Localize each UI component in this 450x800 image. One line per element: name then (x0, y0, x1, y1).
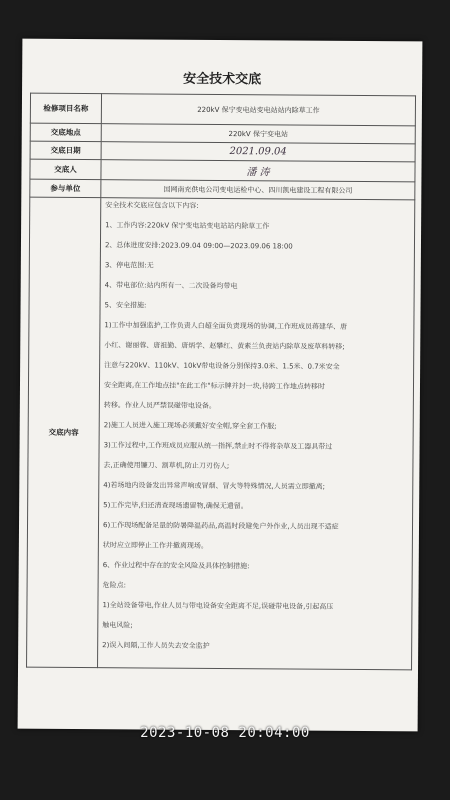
photo-timestamp: 2023-10-08 20:04:00 (140, 725, 310, 741)
content-line: 6)工作现场配备足量的防暑降温药品,高温时段避免户外作业,人员出现不适症 (102, 521, 339, 531)
content-line: 2)误入间隔,工作人员失去安全监护 (102, 641, 210, 650)
content-line: 6、作业过程中存在的安全风险及具体控制措施: (102, 561, 250, 571)
content-line: 转移。作业人员严禁误碰带电设备。 (103, 401, 216, 410)
label-content: 交底内容 (27, 197, 101, 667)
label-date: 交底日期 (30, 141, 101, 159)
document-title: 安全技术交底 (183, 71, 262, 88)
row-project (30, 93, 415, 126)
briefing-form (26, 93, 416, 671)
content-line: 3、停电范围:无 (104, 261, 154, 270)
value-project: 220kV 保宁变电站变电站站内除草工作 (101, 94, 415, 126)
value-location: 220kV 保宁变电站 (101, 124, 415, 144)
label-units: 参与单位 (30, 179, 101, 197)
content-line: 5、安全措施: (104, 301, 147, 310)
value-date: 2021.09.04 (101, 142, 415, 162)
content-line: 小红、谢丽蓉、唐祖勤、唐炳学、赵攀红、黄素兰负责站内除草及废草料转移; (104, 341, 345, 351)
content-line: 安全距离,在工作地点挂"在此工作"标示牌并封一块,待跨工作地点转移时 (103, 381, 325, 391)
content-line: 安全技术交底应包含以下内容: (105, 201, 199, 210)
content-line: 4)若场地内设备发出异常声响或冒烟、冒火等特殊情况,人员需立即撤离; (103, 481, 326, 491)
content-line: 注意与220kV、110kV、10kV带电设备分别保持3.0米、1.5米、0.7米安全 (104, 361, 340, 371)
label-presenter: 交底人 (30, 159, 101, 179)
label-location: 交底地点 (30, 123, 101, 141)
content-line: 2、总体进度安排:2023.09.04 09:00—2023.09.06 18:00 (104, 241, 293, 251)
content-line: 5)工作完毕,归还清查现场遗留物,确保无遗留。 (103, 501, 248, 511)
value-units: 国网南充供电公司变电运检中心、四川凯电建设工程有限公司 (101, 180, 415, 200)
row-content (27, 197, 415, 670)
content-line: 去,正确使用镰刀、割草机,防止刀刃伤人; (103, 461, 230, 471)
content-line: 危险点: (102, 581, 126, 590)
content-line: 1)全站设备带电,作业人员与带电设备安全距离不足,误碰带电设备,引起高压 (102, 601, 334, 611)
content-line: 4、带电部位:站内所有一、二次设备均带电 (104, 281, 238, 291)
content-line: 1)工作中加强监护,工作负责人白超全面负责现场的协调,工作班成员蒋建华、唐 (104, 321, 348, 331)
content-line: 2)施工人员进入施工现场必须戴好安全帽,穿全套工作服; (103, 421, 277, 431)
content-line: 3)工作过程中,工作班成员应服从统一指挥,禁止时不得将杂草及工器具带过 (103, 441, 333, 451)
content-body (98, 198, 415, 670)
label-project: 检修项目名称 (30, 93, 101, 123)
value-presenter: 潘 涛 (101, 160, 415, 182)
content-line: 1、工作内容:220kV 保宁变电站变电站站内除草工作 (105, 221, 270, 231)
content-line: 触电风险; (102, 621, 133, 630)
row-presenter (30, 159, 415, 182)
document-sheet (18, 39, 423, 732)
content-line: 状时应立即停止工作并撤离现场。 (102, 541, 208, 550)
